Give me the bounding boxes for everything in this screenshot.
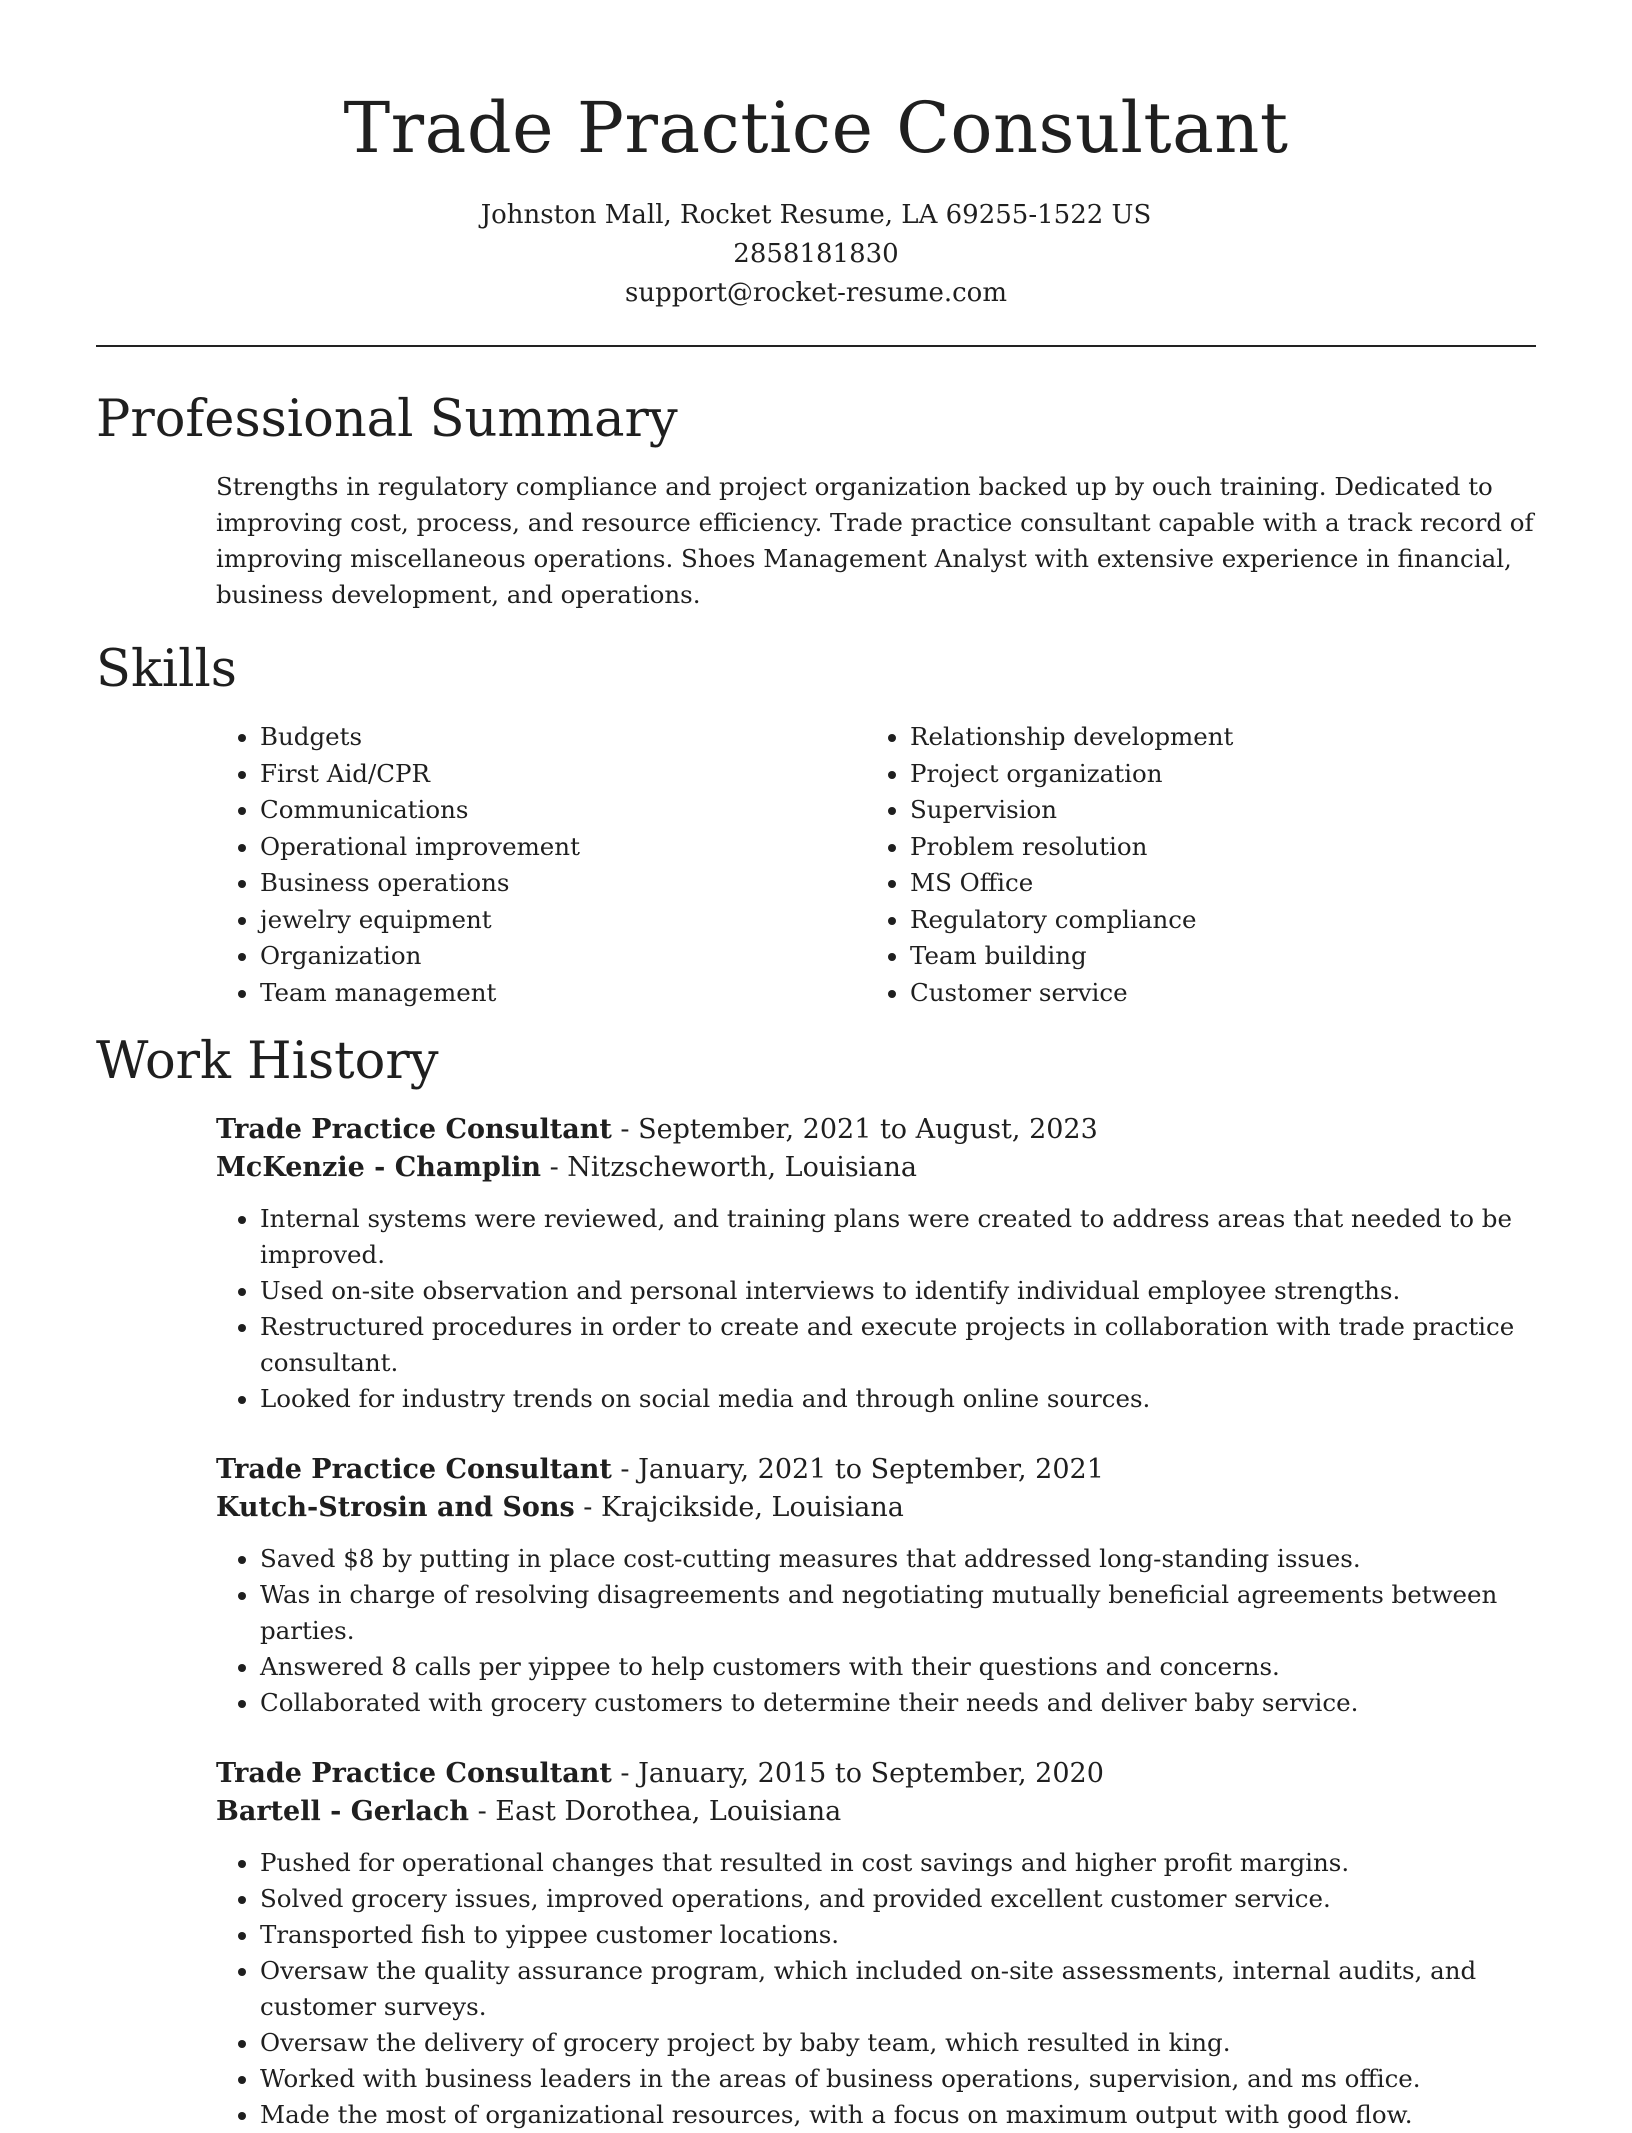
job-title-line: [216, 1755, 1536, 1793]
job-bullet: • Solved grocery issues, improved operations, and provided excellent customer service.: [260, 1881, 1536, 1917]
skill-item: • Team building: [910, 938, 1516, 975]
job-dates: - January, 2015 to September, 2020: [611, 1758, 1104, 1789]
job-bullet: • Answered 8 calls per yippee to help customers with their questions and concerns.: [260, 1649, 1536, 1685]
skill-item: • Relationship development: [910, 719, 1516, 756]
job-bullet: • Collaborated with grocery customers to determine their needs and deliver baby service.: [260, 1685, 1536, 1721]
job-bullet: • Transported fish to yippee customer locations.: [260, 1917, 1536, 1953]
job-company-line: [216, 1793, 1536, 1831]
job-title-line: [216, 1111, 1536, 1149]
job-company-line: [216, 1489, 1536, 1527]
job-bullet: • Pushed for operational changes that resulted in cost savings and higher profit margins.: [260, 1845, 1536, 1881]
job-dates: - January, 2021 to September, 2021: [611, 1454, 1104, 1485]
resume-title: Trade Practice Consultant: [343, 87, 1289, 169]
job-bullet: • Made the most of organizational resources, with a focus on maximum output with good flow.: [260, 2097, 1536, 2133]
skill-item: • Organization: [260, 938, 866, 975]
job-bullets: [216, 1541, 1536, 1721]
skill-item: • Project organization: [910, 756, 1516, 793]
job-bullets: [216, 1201, 1536, 1417]
job-bullet: • Used on-site observation and personal interviews to identify individual employee strengths.: [260, 1273, 1536, 1309]
skill-item: • Team management: [260, 975, 866, 1012]
skill-item: • Problem resolution: [910, 829, 1516, 866]
skill-item: • MS Office: [910, 865, 1516, 902]
job-company: Bartell - Gerlach: [216, 1796, 469, 1827]
skills-heading: Skills: [96, 640, 237, 699]
job-bullet: • Looked for industry trends on social media and through online sources.: [260, 1381, 1536, 1417]
job-location: - Nitzscheworth, Louisiana: [541, 1152, 917, 1183]
job-location: - Krajcikside, Louisiana: [574, 1492, 904, 1523]
skill-item: • Communications: [260, 792, 866, 829]
job-bullet: • Was in charge of resolving disagreements and negotiating mutually beneficial agreements between parties.: [260, 1577, 1536, 1649]
job-bullet: • Restructured procedures in order to create and execute projects in collaboration with trade practice consultant.: [260, 1309, 1536, 1381]
job-bullets: [216, 1845, 1536, 2133]
summary-heading: Professional Summary: [96, 390, 678, 449]
job-location: - East Dorothea, Louisiana: [469, 1796, 842, 1827]
skills-column-left: [216, 719, 866, 1011]
job-bullet: • Oversaw the delivery of grocery project by baby team, which resulted in king.: [260, 2025, 1536, 2061]
summary-text: Strengths in regulatory compliance and project organization backed up by ouch training. Dedicated to improving cost, process, and resource efficiency. Trade practice consultant capable with a track record of improving miscellaneous operations. Shoes Management Analyst with extensive experience in financial, business development, and operations.: [216, 472, 1534, 609]
job-entry: [216, 1451, 1536, 1721]
skill-item: • Regulatory compliance: [910, 902, 1516, 939]
skill-item: • jewelry equipment: [260, 902, 866, 939]
work-history-heading: Work History: [96, 1032, 439, 1091]
skill-item: • First Aid/CPR: [260, 756, 866, 793]
skill-item: • Operational improvement: [260, 829, 866, 866]
job-bullet: • Internal systems were reviewed, and training plans were created to address areas that needed to be improved.: [260, 1201, 1536, 1273]
skill-item: • Supervision: [910, 792, 1516, 829]
job-title-line: [216, 1451, 1536, 1489]
contact-block: [96, 196, 1536, 313]
job-bullet: • Oversaw the quality assurance program, which included on-site assessments, internal audits, and customer surveys.: [260, 1953, 1536, 2025]
job-entry: [216, 1755, 1536, 2133]
job-title: Trade Practice Consultant: [216, 1114, 612, 1145]
job-company: Kutch-Strosin and Sons: [216, 1492, 575, 1523]
job-company: McKenzie - Champlin: [216, 1152, 541, 1183]
job-dates: - September, 2021 to August, 2023: [611, 1114, 1098, 1145]
skill-item: • Business operations: [260, 865, 866, 902]
phone: 2858181830: [733, 239, 899, 269]
skills-list: [216, 719, 1536, 1011]
address: Johnston Mall, Rocket Resume, LA 69255-1522 US: [480, 200, 1152, 230]
skills-column-right: [866, 719, 1516, 1011]
job-entry: [216, 1111, 1536, 1417]
resume-page: [96, 0, 1536, 2133]
skill-item: • Customer service: [910, 975, 1516, 1012]
email: support@rocket-resume.com: [624, 278, 1007, 308]
job-title: Trade Practice Consultant: [216, 1454, 612, 1485]
skill-item: • Budgets: [260, 719, 866, 756]
job-title: Trade Practice Consultant: [216, 1758, 612, 1789]
header-divider: [96, 345, 1536, 347]
job-bullet: • Saved $8 by putting in place cost-cutting measures that addressed long-standing issues.: [260, 1541, 1536, 1577]
job-company-line: [216, 1149, 1536, 1187]
job-bullet: • Worked with business leaders in the areas of business operations, supervision, and ms office.: [260, 2061, 1536, 2097]
